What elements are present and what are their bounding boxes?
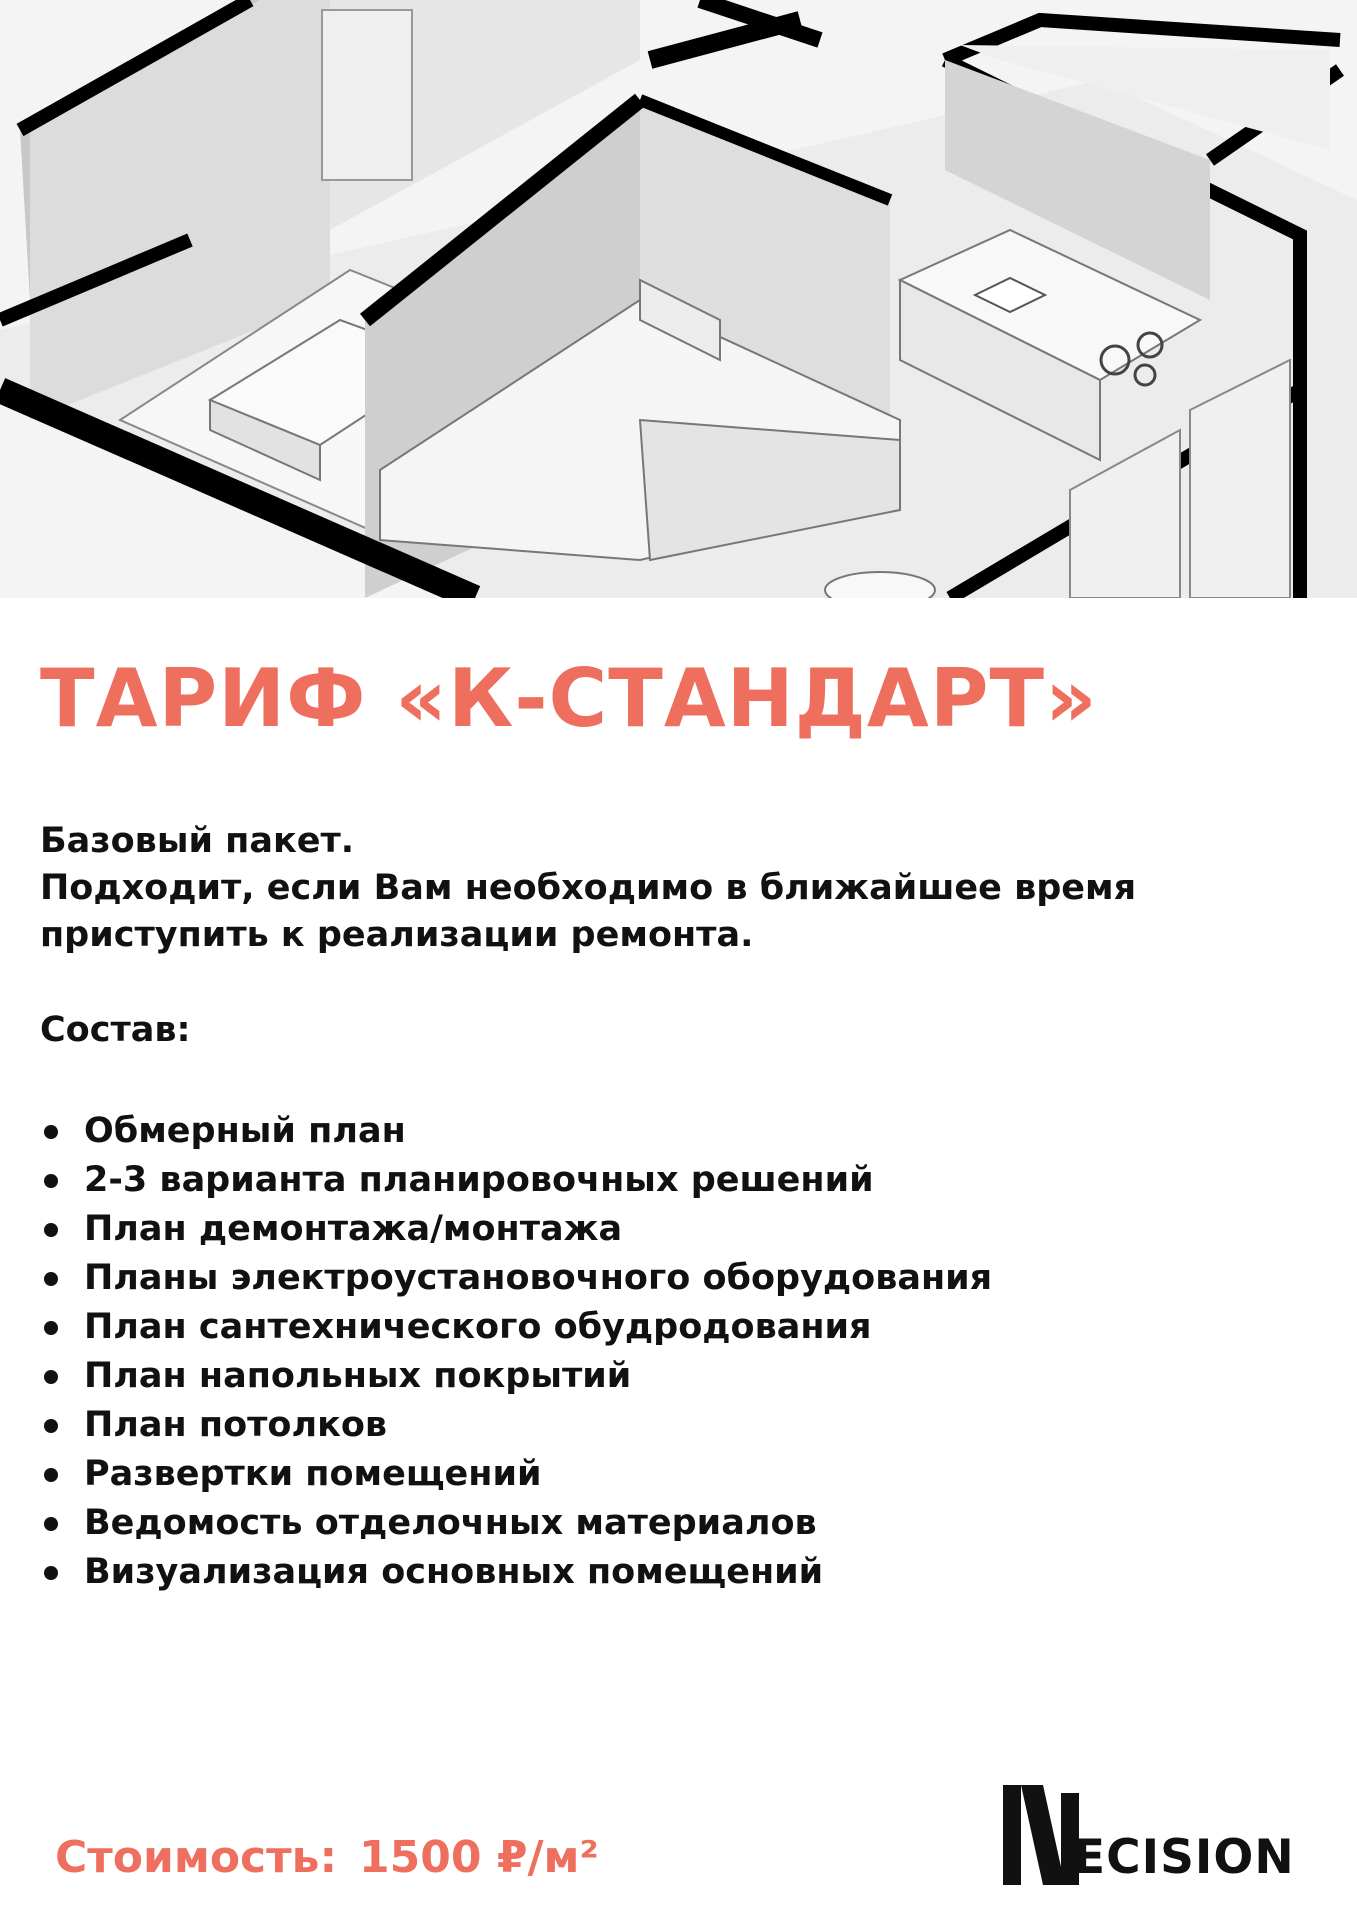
list-item-label: Планы электроустановочного оборудования — [84, 1258, 993, 1298]
bullet-icon — [44, 1566, 58, 1580]
list-item-label: Визуализация основных помещений — [84, 1552, 824, 1592]
intro-text — [40, 818, 1290, 959]
bullet-icon — [44, 1174, 58, 1188]
list-item — [40, 1254, 992, 1303]
intro-line: приступить к реализации ремонта. — [40, 915, 754, 955]
list-item — [40, 1352, 992, 1401]
list-item-label: Развертки помещений — [84, 1454, 542, 1494]
list-item-label: Обмерный план — [84, 1111, 406, 1151]
list-item-label: План потолков — [84, 1405, 388, 1445]
intro-line: Подходит, если Вам необходимо в ближайшее время — [40, 868, 1137, 908]
apartment-isometric-illustration — [0, 0, 1357, 598]
logo-wordmark: ECISION — [1073, 1830, 1295, 1885]
bullet-icon — [44, 1370, 58, 1384]
list-item — [40, 1205, 992, 1254]
page-title: ТАРИФ «К-СТАНДАРТ» — [40, 652, 1098, 745]
composition-list — [40, 1107, 992, 1597]
list-item-label: 2-3 варианта планировочных решений — [84, 1160, 874, 1200]
bullet-icon — [44, 1125, 58, 1139]
composition-heading: Состав: — [40, 1010, 191, 1050]
list-item — [40, 1107, 992, 1156]
bullet-icon — [44, 1321, 58, 1335]
intro-line: Базовый пакет. — [40, 821, 355, 861]
list-item — [40, 1548, 992, 1597]
price-amount: 1500 ₽/м² — [359, 1832, 599, 1883]
bullet-icon — [44, 1223, 58, 1237]
price — [55, 1832, 599, 1883]
list-item-label: Ведомость отделочных материалов — [84, 1503, 817, 1543]
bullet-icon — [44, 1468, 58, 1482]
list-item — [40, 1156, 992, 1205]
list-item — [40, 1499, 992, 1548]
bullet-icon — [44, 1517, 58, 1531]
list-item — [40, 1450, 992, 1499]
list-item-label: План демонтажа/монтажа — [84, 1209, 623, 1249]
price-label: Стоимость: — [55, 1832, 338, 1883]
bullet-icon — [44, 1419, 58, 1433]
list-item-label: План напольных покрытий — [84, 1356, 632, 1396]
list-item-label: План сантехнического обудродования — [84, 1307, 872, 1347]
list-item — [40, 1401, 992, 1450]
bullet-icon — [44, 1272, 58, 1286]
list-item — [40, 1303, 992, 1352]
